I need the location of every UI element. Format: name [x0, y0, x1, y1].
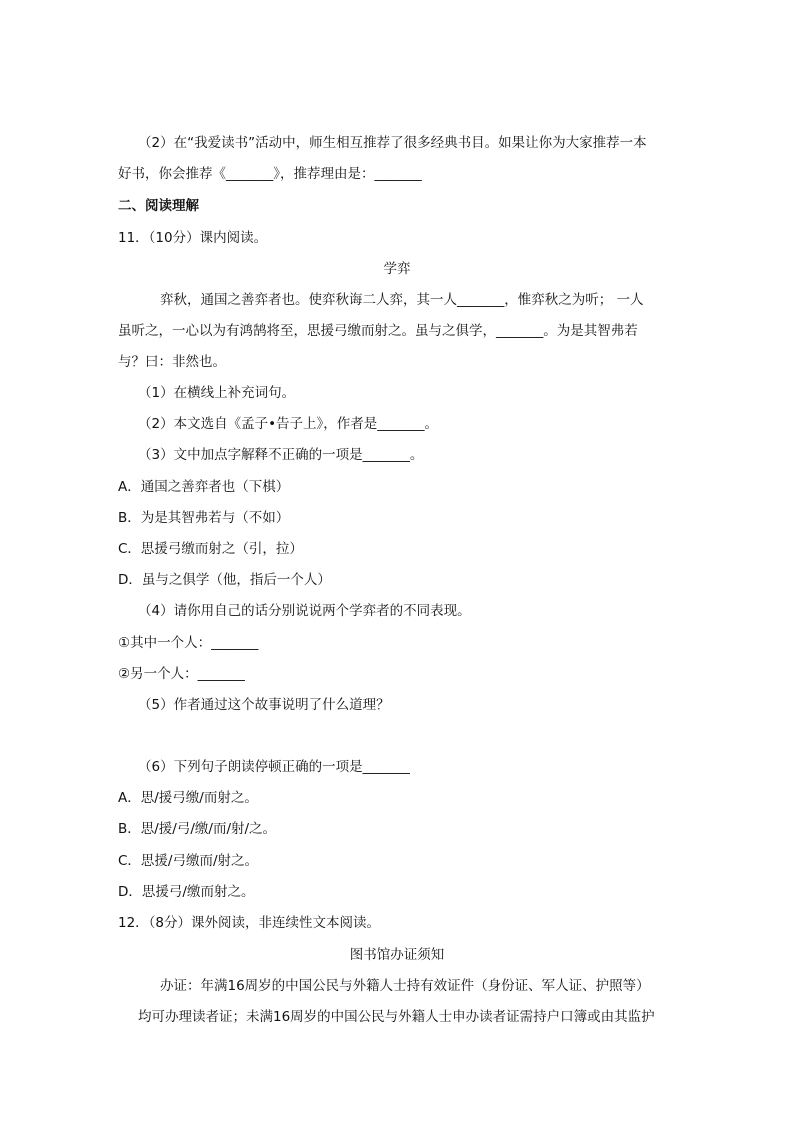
sub-question-3: （3）文中加点字解释不正确的一项是_______。	[138, 447, 424, 463]
sub-question-4-b: ②另一个人：_______	[118, 666, 245, 682]
passage-title-xueyi: 学弈	[383, 261, 411, 277]
option-b-q6: B．思/援/弓/缴/而/射/之。	[118, 821, 277, 837]
passage-line-3: 与？曰：非然也。	[118, 354, 226, 370]
passage-line-2: 虽听之，一心以为有鸿鹄将至，思援弓缴而射之。虽与之俱学，_______。为是其智弗若	[118, 323, 638, 339]
sub-question-1: （1）在横线上补充词句。	[138, 385, 296, 401]
sub-question-4-a: ①其中一个人：_______	[118, 635, 259, 651]
question-2-line-2: 好书，你会推荐《_______》，推荐理由是：_______	[118, 166, 422, 182]
library-notice-line-2: 均可办理读者证；未满16周岁的中国公民与外籍人士申办读者证需持户口簿或由其监护	[138, 1009, 655, 1025]
question-2-line-1: （2）在“我爱读书”活动中，师生相互推荐了很多经典书目。如果让你为大家推荐一本	[138, 135, 647, 151]
option-c-q6: C．思援/弓缴而/射之。	[118, 853, 259, 869]
section-heading-reading: 二、阅读理解	[118, 198, 199, 214]
option-a-q3: A．通国之善弈者也（下棋）	[118, 479, 290, 495]
passage-title-library: 图书馆办证须知	[349, 947, 445, 963]
question-11-heading: 11．（10分）课内阅读。	[118, 230, 268, 246]
question-12-heading: 12．（8分）课外阅读，非连续性文本阅读。	[118, 915, 381, 931]
option-c-q3: C．思援弓缴而射之（引，拉）	[118, 541, 303, 557]
sub-question-6: （6）下列句子朗读停顿正确的一项是_______	[138, 759, 410, 775]
option-b-q3: B．为是其智弗若与（不如）	[118, 510, 290, 526]
option-d-q6: D．思援弓/缴而射之。	[118, 884, 255, 900]
option-a-q6: A．思/援弓缴/而射之。	[118, 790, 258, 806]
option-d-q3: D．虽与之俱学（他，指后一个人）	[118, 572, 331, 588]
passage-line-1: 弈秋，通国之善弈者也。使弈秋诲二人弈，其一人_______，惟弈秋之为听； 一人	[160, 292, 644, 308]
sub-question-5: （5）作者通过这个故事说明了什么道理？	[138, 697, 390, 713]
library-notice-line-1: 办证：年满16周岁的中国公民与外籍人士持有效证件（身份证、军人证、护照等）	[160, 978, 650, 994]
sub-question-2: （2）本文选自《孟子•告子上》，作者是_______。	[138, 416, 439, 432]
sub-question-4: （4）请你用自己的话分别说说两个学弈者的不同表现。	[138, 603, 471, 619]
